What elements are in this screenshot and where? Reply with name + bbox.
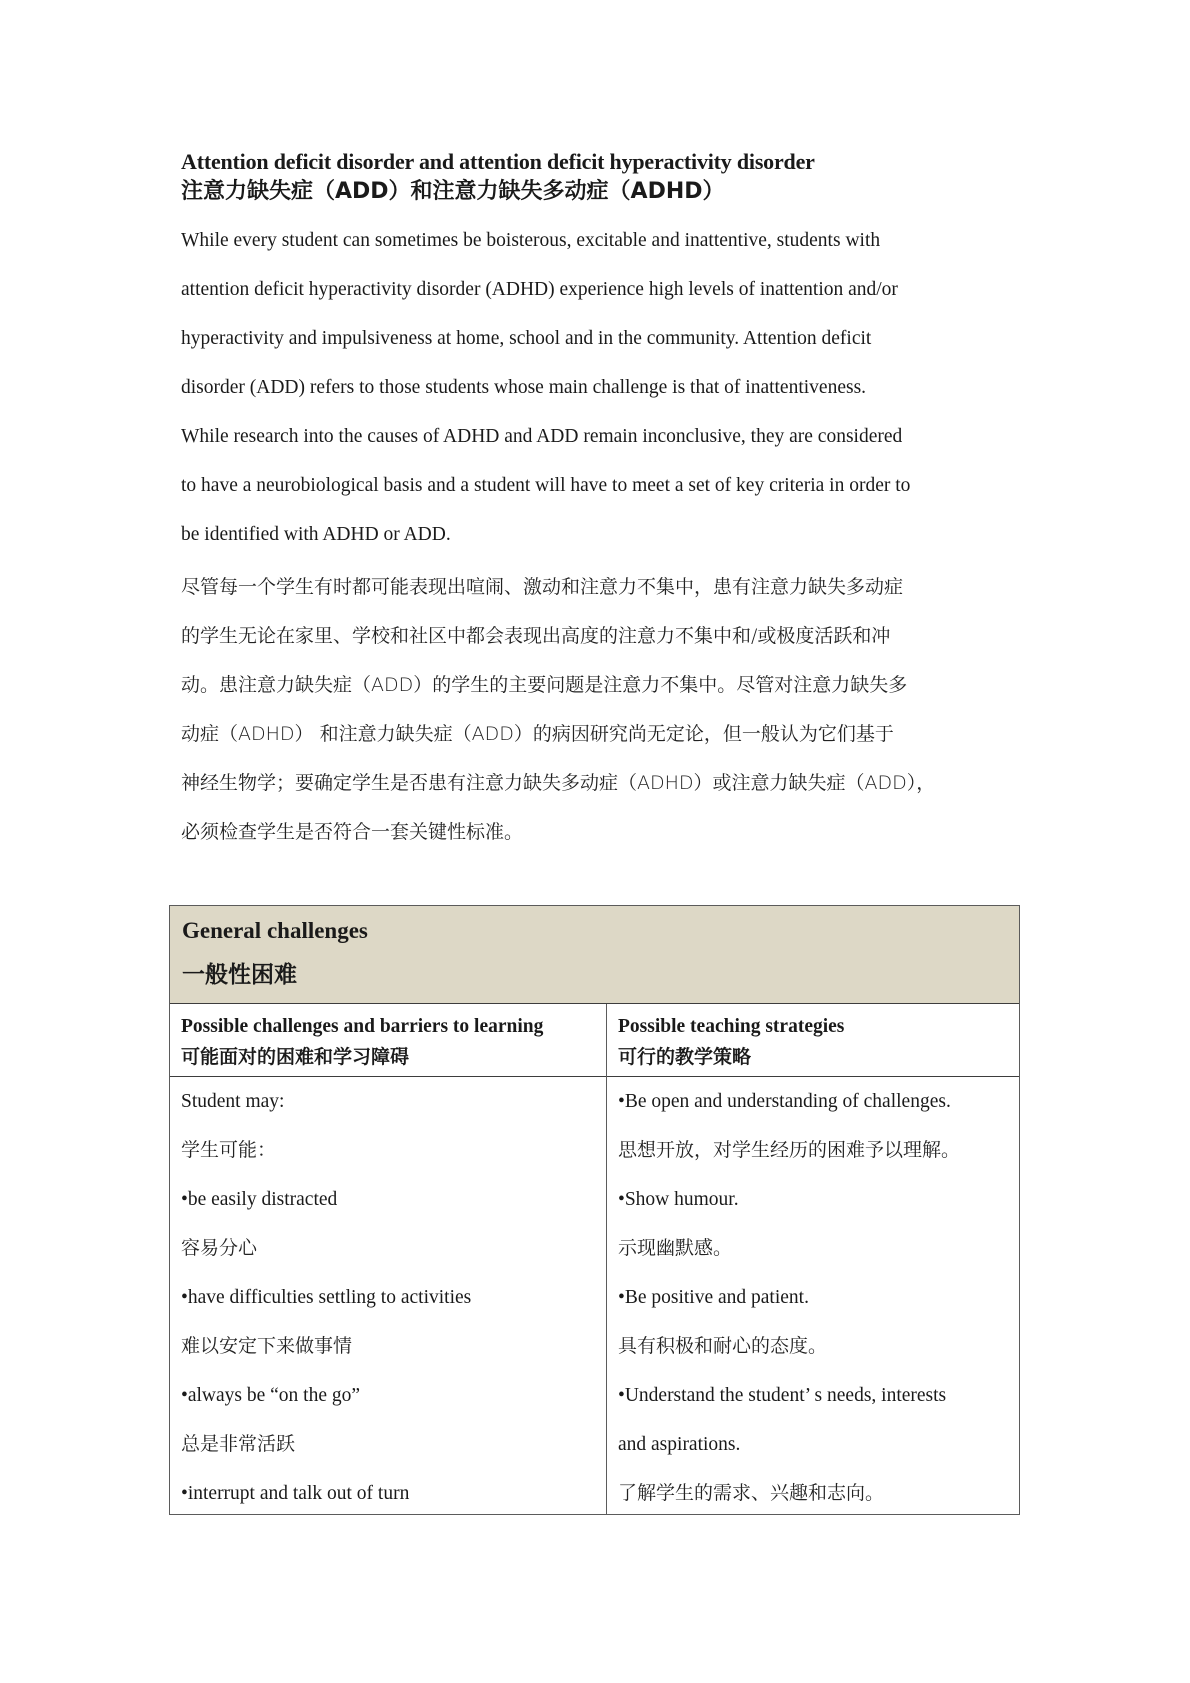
section-title-en: Attention deficit disorder and attention deficit hyperactivity disorder bbox=[181, 149, 815, 174]
cell-bullet-item: •Show humour. bbox=[618, 1189, 739, 1210]
column-header-row bbox=[170, 1004, 1019, 1077]
column-divider bbox=[606, 1004, 607, 1514]
column-header-zh: 可行的教学策略 bbox=[618, 1046, 752, 1068]
intro-paragraph-zh bbox=[181, 563, 1021, 857]
column-header-en: Possible challenges and barriers to learning bbox=[181, 1016, 544, 1037]
paragraph-line: disorder (ADD) refers to those students whose main challenge is that of inattentiveness. bbox=[181, 377, 867, 398]
cell-line: and aspirations. bbox=[618, 1434, 741, 1455]
strategies-cell bbox=[618, 1077, 1018, 1518]
intro-paragraph-en bbox=[181, 216, 1021, 559]
cell-line: 难以安定下来做事情 bbox=[181, 1335, 353, 1357]
cell-bullet-item: •always be “on the go” bbox=[181, 1385, 361, 1406]
paragraph-line: hyperactivity and impulsiveness at home, school and in the community. Attention deficit bbox=[181, 328, 872, 349]
cell-line: 容易分心 bbox=[181, 1237, 258, 1259]
table-title-en: General challenges bbox=[182, 918, 368, 943]
column-header-challenges bbox=[181, 1012, 543, 1072]
cell-line: 总是非常活跃 bbox=[181, 1433, 296, 1455]
column-header-en: Possible teaching strategies bbox=[618, 1016, 845, 1037]
paragraph-line: attention deficit hyperactivity disorder (ADHD) experience high levels of inattention and/or bbox=[181, 279, 898, 300]
cell-bullet-item: •Be positive and patient. bbox=[618, 1287, 809, 1308]
paragraph-line: While research into the causes of ADHD and ADD remain inconclusive, they are considered bbox=[181, 426, 903, 447]
cell-line: 了解学生的需求、兴趣和志向。 bbox=[618, 1482, 885, 1504]
section-title-zh: 注意力缺失症（ADD）和注意力缺失多动症（ADHD） bbox=[181, 179, 725, 204]
table-title-zh: 一般性困难 bbox=[182, 962, 297, 988]
table-title-row bbox=[170, 906, 1019, 1004]
challenges-cell bbox=[181, 1077, 601, 1518]
column-header-zh: 可能面对的困难和学习障碍 bbox=[181, 1046, 410, 1068]
cell-line: Student may: bbox=[181, 1091, 285, 1112]
paragraph-line: 神经生物学；要确定学生是否患有注意力缺失多动症（ADHD）或注意力缺失症（ADD）， bbox=[181, 772, 936, 794]
paragraph-line: to have a neurobiological basis and a student will have to meet a set of key criteria in order to bbox=[181, 475, 911, 496]
paragraph-line: 动。患注意力缺失症（ADD）的学生的主要问题是注意力不集中。尽管对注意力缺失多 bbox=[181, 674, 908, 696]
cell-line: 具有积极和耐心的态度。 bbox=[618, 1335, 828, 1357]
paragraph-line: 必须检查学生是否符合一套关键性标准。 bbox=[181, 821, 524, 843]
paragraph-line: be identified with ADHD or ADD. bbox=[181, 524, 451, 545]
general-challenges-table bbox=[169, 905, 1020, 1515]
cell-bullet-item: •Understand the student’ s needs, interests bbox=[618, 1385, 947, 1406]
cell-line: 思想开放，对学生经历的困难予以理解。 bbox=[618, 1139, 961, 1161]
cell-bullet-item: •interrupt and talk out of turn bbox=[181, 1483, 410, 1504]
cell-line: 示现幽默感。 bbox=[618, 1237, 733, 1259]
cell-line: 学生可能： bbox=[181, 1139, 277, 1161]
paragraph-line: 的学生无论在家里、学校和社区中都会表现出高度的注意力不集中和/或极度活跃和冲 bbox=[181, 625, 891, 647]
cell-bullet-item: •have difficulties settling to activities bbox=[181, 1287, 472, 1308]
cell-bullet-item: •Be open and understanding of challenges. bbox=[618, 1091, 951, 1112]
cell-bullet-item: •be easily distracted bbox=[181, 1189, 338, 1210]
paragraph-line: 尽管每一个学生有时都可能表现出喧闹、激动和注意力不集中，患有注意力缺失多动症 bbox=[181, 576, 904, 598]
paragraph-line: While every student can sometimes be boisterous, excitable and inattentive, students with bbox=[181, 230, 881, 251]
column-header-strategies bbox=[618, 1012, 844, 1072]
paragraph-line: 动症（ADHD） 和注意力缺失症（ADD）的病因研究尚无定论，但一般认为它们基于 bbox=[181, 723, 894, 745]
